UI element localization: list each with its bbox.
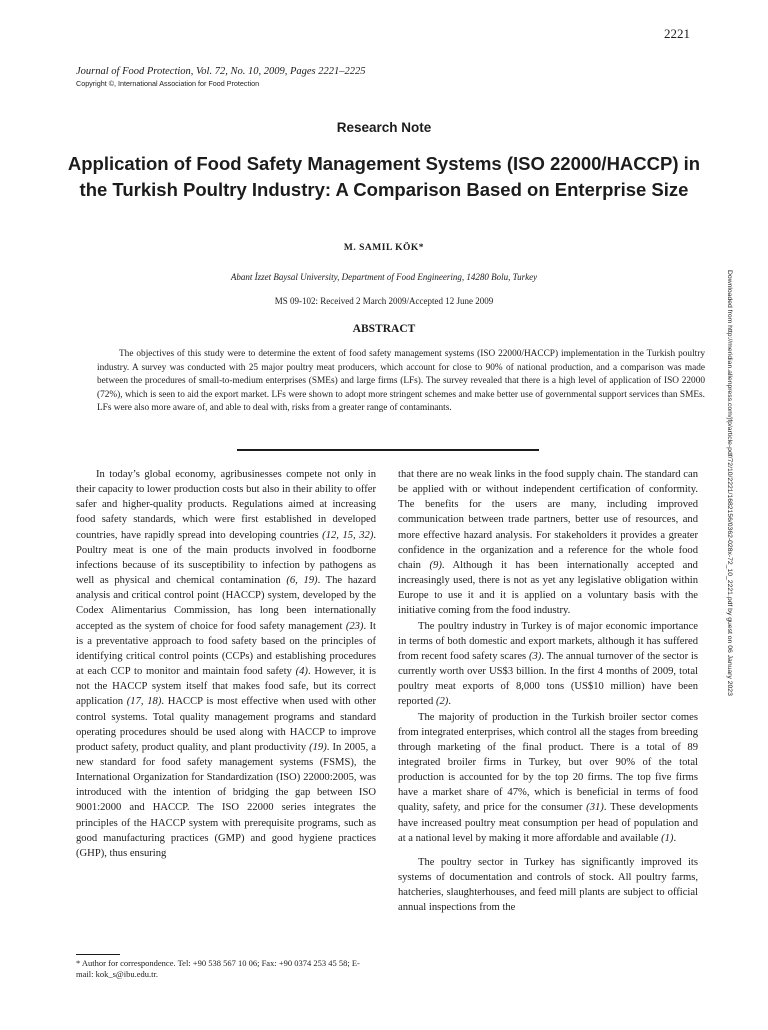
citation: (3)	[528, 650, 542, 662]
citation: (31)	[586, 802, 604, 814]
body-column-left	[76, 467, 376, 861]
abstract-text: The objectives of this study were to determine the extent of food safety management systems (ISO 22000/HACCP) implementation in the Turkish poultry industry. A survey was conducted with 25 major poultry meat producers, which account for close to 90% of national production, and a comparison was made between the procedures of small-to-medium enterprises (SMEs) and large firms (LFs). The survey revealed that there is a high level of application of ISO 22000 (72%), which is seen to aid the export market. LFs were shown to adopt more stringent schemes and make better use of governmental support services than SMEs. LFs were also more aware of, and able to deal with, risks from a greater range of contaminants.	[97, 349, 705, 414]
journal-citation: Journal of Food Protection, Vol. 72, No. 10, 2009, Pages 2221–2225	[76, 66, 366, 77]
page-number: 2221	[664, 26, 690, 41]
section-divider	[237, 449, 539, 451]
citation: (23)	[345, 620, 364, 632]
footnote-rule	[76, 954, 120, 955]
citation: (9)	[429, 559, 442, 571]
section-label: Research Note	[336, 120, 432, 135]
body-paragraph: The majority of production in the Turkish broiler sector comes from integrated enterprises, which control all the stages from breeding through marketing of the final product. There is a total of 89 integrated broiler firms in Turkey, but over 90% of the total production is accounted for by the top 20 firms. The top five firms have a market share of 47%, which is beneficial in terms of food quality, safety, and price for the consumer (31). These developments have increased poultry meat consumption per head of population and at a national level by making it more affordable and available (1).	[398, 711, 699, 844]
manuscript-info: MS 09-102: Received 2 March 2009/Accepted 12 June 2009	[274, 296, 494, 306]
citation: (12, 15, 32)	[322, 529, 374, 541]
citation: (6, 19)	[286, 575, 318, 587]
citation: (2)	[435, 696, 449, 708]
citation: (1)	[661, 832, 674, 844]
author-affiliation: Abant İzzet Baysal University, Department of Food Engineering, 14280 Bolu, Turkey	[230, 272, 538, 282]
body-paragraph: The poultry sector in Turkey has significantly improved its systems of documentation and controls of stock. All poultry farms, hatcheries, slaughterhouses, and feed mill plants are subject to official annual inspections from the	[398, 856, 698, 914]
body-paragraph: In today’s global economy, agribusinesses compete not only in their capacity to lower production costs but also in their ability to offer safer and higher-quality products. Regulations aimed at increasing food safety standards, which were first established in developed countries, have rapidly spread into developing countries (12, 15, 32). Poultry meat is one of the main products involved in foodborne infections because of its susceptibility to infection by pathogens as well as physical and chemical contamination (6, 19). The hazard analysis and critical control point (HACCP) system, developed by the Codex Alimentarius Commission, has long been internationally accepted as the system of choice for food safety management (23). It is a preventative approach to food safety based on the principles of identifying critical control points (CCPs) and establishing procedures at each CCP to monitor and maintain food safety (4). However, it is not the HACCP system itself that makes food safe, but its correct application (17, 18). HACCP is most effective when used with other control systems. Total quality management programs and standard operating procedures should be used along with HACCP to improve product safety, product quality, and plant productivity (19). In 2005, a new standard for food safety management systems (FSMS), the International Organization for Standardization (ISO) 22000:2005, was introduced with the intention of bridging the gap between ISO 9001:2000 and HACCP. The ISO 22000 series integrates the principles of the HACCP system with prerequisite programs, such as good manufacturing practices (GMP) and good hygiene practices (GHP), thus ensuring	[76, 469, 377, 859]
body-paragraph: The poultry industry in Turkey is of major economic importance in terms of both domestic and export markets, although it has suffered from recent food safety scares (3). The annual turnover of the sector is currently worth over US$3 billion. In the first 4 months of 2009, total poultry meat exports of 8,000 tons (US$10 million) have been reported (2).	[398, 620, 698, 708]
body-paragraph: that there are no weak links in the food supply chain. The standard can be applied with or without independent certification of conformity. The benefits for the users are many, including improved communication between trade partners, better use of resources, and more effective hazard analysis. For stakeholders it provides a greater confidence in the organization and a reference for the whole food chain (9). Although it has been internationally accepted and increasingly used, there is not as yet any legislative obligation within Europe to use it and it is applied on a voluntary basis with the initiative coming from the food industry.	[398, 469, 698, 617]
citation: (4)	[295, 666, 308, 678]
citation: (17, 18)	[126, 696, 162, 708]
download-watermark: Downloaded from http://meridian.allenpress.com/jfp/article-pdf/72/10/2221/1682156/0362-028x-72_10_2221.pdf by guest on 06 January 2023	[726, 270, 733, 696]
footnote: * Author for correspondence. Tel: +90 538 567 10 06; Fax: +90 0374 253 45 58; E-mail: kok_s@ibu.edu.tr.	[76, 958, 360, 979]
body-column-right	[398, 467, 698, 916]
copyright-line: Copyright ©, International Association for Food Protection	[76, 79, 260, 88]
paper-title: Application of Food Safety Management Systems (ISO 22000/HACCP) in the Turkish Poultry Industry: A Comparison Based on Enterprise Size	[67, 153, 701, 200]
author-name: M. SAMIL KÖK*	[343, 243, 425, 253]
abstract-heading: ABSTRACT	[352, 323, 416, 335]
citation: (19)	[309, 741, 327, 753]
